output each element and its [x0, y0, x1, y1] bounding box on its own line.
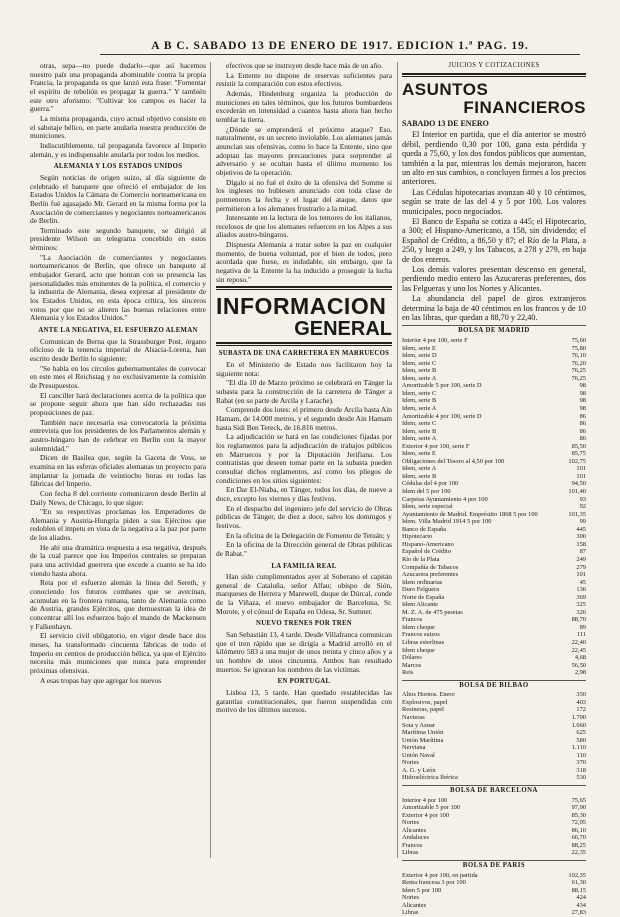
quote-value: 72,05	[571, 819, 586, 827]
quote-value: 87	[579, 548, 586, 556]
quote-name: Marítima Unión	[402, 729, 444, 737]
quote-value: 98	[579, 397, 586, 405]
quote-row	[402, 722, 586, 730]
quote-name: Idem, serie C	[402, 359, 437, 367]
quote-value: 88,15	[571, 886, 586, 894]
quote-name: Interior 4 por 100	[402, 796, 448, 804]
quote-value: 99	[579, 518, 586, 526]
quote-row	[402, 465, 586, 473]
quote-row	[402, 834, 586, 842]
quote-row	[402, 488, 586, 496]
quote-name: Idem cheque	[402, 646, 435, 654]
quote-row	[402, 443, 586, 451]
quote-name: Francos	[402, 841, 423, 849]
paragraph: ¿Dónde se emprenderá el próximo ataque? Eso, naturalmente, es un secreto inviolable. Los alemanes jamás anuncian sus ofensivas, como lo hace la Entente, sino que adoptan las mayores precauciones para sorprender al adversario y se ocultan hasta el último momento los objetivos de la operación.	[216, 124, 392, 177]
quote-name: Exterior 4 por 100, serie F	[402, 442, 470, 450]
quote-row	[402, 526, 586, 534]
quote-value: 1.110	[571, 744, 586, 752]
quote-row	[402, 480, 586, 488]
quote-row	[402, 616, 586, 624]
column-1	[30, 62, 206, 858]
quote-name: Idem 5 por 100	[402, 886, 442, 894]
quote-row	[402, 579, 586, 587]
quote-row	[402, 586, 586, 594]
quote-value: 86,10	[571, 826, 586, 834]
quote-value: 424	[576, 894, 586, 902]
quote-row	[402, 639, 586, 647]
paragraph: Dicen de Basilea que, según la Gaceta de Voss, se examina en las esferas oficiales alemanas un proyecto para implantar la jornada de veintiocho horas en todas las fábricas del Imperio.	[30, 453, 206, 489]
paragraph: San Sebastián 13, 4 tarde. Desde Villafranca comunican que el tren rápido que se dirigía a Madrid arrolló en el kilómetro 583 a una mujer de unos treinta y cinco años y a un hombre de unos cincuenta. Ambos han resultado muertos. Se ignoran los nombres de las víctimas.	[216, 630, 392, 674]
paragraph: "Se habla en los círculos gubernamentales de convocar en este mes el Reichstag y no exclusivamente la comisión de Presupuestos.	[30, 363, 206, 390]
quote-value: 101	[576, 472, 586, 480]
quote-name: Idem, serie E	[402, 344, 436, 352]
headline-informacion: INFORMACION	[216, 293, 387, 320]
quote-name: Carpetas Ayuntamiento 4 por 100	[402, 495, 488, 503]
quote-value: 101,40	[568, 488, 586, 496]
quote-name: Obligaciones del Tesoro al 4,50 por 100	[402, 457, 505, 465]
quote-value: 370	[576, 759, 586, 767]
quote-row	[402, 496, 586, 504]
quote-row	[402, 601, 586, 609]
quote-name: Exterior 4 por 100, en partida	[402, 871, 478, 879]
quote-value: 85,30	[571, 811, 586, 819]
section-heading: SUBASTA DE UNA CARRETERA EN MARRUECOS	[218, 350, 390, 358]
quote-name: Renta francesa 3 por 100	[402, 879, 466, 887]
quote-name: Interior 4 por 100, serie F	[402, 337, 468, 345]
quote-value: 434	[576, 901, 586, 909]
paragraph: El servicio civil obligatorio, en vigor desde hace dos meses, ha transformado cincuenta fábricas de todo el Imperio en centros de producción bélica, ya que el Ejército necesita más municiones que nunca para emprender próximas ofensivas.	[30, 631, 206, 675]
quote-value: 580	[576, 736, 586, 744]
quote-name: Resineras, papel	[402, 706, 444, 714]
paragraph: Terminado este segundo banquete, se dirigió al presidente Wilson un telegrama concebido en estos términos:	[30, 225, 206, 253]
quote-name: Libras	[402, 909, 419, 917]
quote-row	[402, 548, 586, 556]
quote-name: A. G. y León	[402, 766, 436, 774]
quote-name: Reis	[402, 669, 414, 677]
column-divider	[397, 62, 398, 858]
quote-row	[402, 435, 586, 443]
quote-name: Amortizable 5 por 100, serie D	[402, 382, 482, 390]
paragraph: El Banco de España se cotiza a 445; el Hipotecario, a 300; el Hispano-Americano, a 158, sin dividendo; el Español de Crédito, a 86,50 y 87; el Río de la Plata, a 250, y luego a 249, y los Tabacos, a 278 y 279, en baja de dos enteros.	[402, 216, 586, 264]
quote-row	[402, 887, 586, 895]
paragraph: Interesante en la lectura de los temores de los italianos, recelosos de que los alemanes refuercen en los Alpes a sus aliados austro-húngaros.	[216, 213, 392, 240]
quote-row	[402, 752, 586, 760]
quote-name: Dólares	[402, 654, 422, 662]
paragraph: El Interior en partida, que el día anterior se mostró débil, perdiendo 0,30 por 100, gana esta pérdida y queda a 75,60, y los dos fondos públicos que aumentan, también a la par, mientras los demás mejoraron, hacen un alto en sus cambios, o concluyen firmes a los precios anteriores.	[402, 130, 586, 187]
quote-row	[402, 503, 586, 511]
quote-name: Español de Crédito	[402, 548, 451, 556]
quote-row	[402, 737, 586, 745]
quote-row	[402, 902, 586, 910]
quote-value: 89	[579, 623, 586, 631]
quote-value: 88,25	[571, 841, 586, 849]
quote-name: Altos Hornos. Enero	[402, 691, 455, 699]
quote-name: Idem, serie especial	[402, 503, 453, 511]
quote-row	[402, 744, 586, 752]
quote-name: Alicantes	[402, 826, 427, 834]
paragraph: "El día 10 de Marzo próximo se celebrará en Tánger la subasta para la construcción de la carretera de Tánger a Rabat (en su parte de Arcila y Larache).	[216, 378, 392, 405]
quote-row	[402, 428, 586, 436]
quote-value: 75,65	[571, 796, 586, 804]
quote-value: 76,10	[571, 352, 586, 360]
quote-name: Idem, serie A	[402, 374, 437, 382]
quote-row	[402, 367, 586, 375]
paragraph: efectivos que se instruyen desde hace más de un año.	[226, 61, 383, 70]
quote-row	[402, 533, 586, 541]
paragraph: En el Ministerio de Estado nos facilitaron hoy la siguiente nota:	[216, 360, 392, 378]
quote-name: Unión Naval	[402, 751, 435, 759]
quote-name: Idem, serie B	[402, 397, 437, 405]
quote-value: 101	[576, 571, 586, 579]
quote-name: Banco de España	[402, 525, 447, 533]
paragraph: También nace necesaria esa convocatoria la próxima entrevista que los presidentes de los Parlamentos alemán y austro-húngaro han de celebrar en Berlín con la mayor solemnidad."	[30, 417, 206, 453]
quote-value: 111	[576, 631, 586, 639]
quote-name: Nerviana	[402, 744, 426, 752]
quote-row	[402, 647, 586, 655]
quote-value: 76,20	[571, 359, 586, 367]
quote-name: Idem, serie E	[402, 450, 436, 458]
quote-value: 92	[579, 503, 586, 511]
quote-name: Explosivos, papel	[402, 698, 448, 706]
quote-value: 86	[579, 420, 586, 428]
quote-name: Hispano-Americano	[402, 540, 454, 548]
paragraph: A esas tropas hay que agregar los nuevos	[40, 675, 162, 685]
section-heading: ANTE LA NEGATIVA, EL ESFUERZO ALEMAN	[38, 327, 198, 335]
quote-name: Hipotecario	[402, 533, 433, 541]
quote-value: 102,35	[568, 871, 586, 879]
quote-row	[402, 812, 586, 820]
quote-row	[402, 729, 586, 737]
quote-value: 101	[576, 465, 586, 473]
quote-value: 75,80	[571, 344, 586, 352]
quote-value: 318	[576, 766, 586, 774]
paragraph: Los demás valores presentan descenso en general, perdiendo medio entero las Azucareras preferentes, dos las Felgueras y uno los Nortes y Alicantes.	[402, 265, 586, 293]
page-header: A B C. SABADO 13 DE ENERO DE 1917. EDICION 1.ª PAG. 19.	[100, 40, 580, 55]
quote-value: 27,83	[571, 909, 586, 917]
quote-name: Navieras	[402, 714, 425, 721]
quote-row	[402, 759, 586, 767]
quote-name: Marcos	[402, 661, 422, 669]
paragraph: En la oficina de la Dirección general de Obras públicas de Rabat."	[216, 540, 392, 558]
quote-value: 172	[576, 706, 586, 714]
quote-row	[402, 879, 586, 887]
quote-row	[402, 397, 586, 405]
quote-value: 76,25	[571, 367, 586, 375]
headline-1: ASUNTOS	[402, 79, 489, 99]
paragraph: Han sido cumplimentados ayer al Soberano el capitán general de Cataluña, señor Alfau; obispo de Sión, marqueses de Herrera y Marewell, duque de Dúrcal, conde de la Viñaza, el nuevo embajador de Barcelona, Sr. Morote, y el cónsul de España en Odesa, Sr. Sumner.	[216, 572, 392, 616]
quote-row	[402, 345, 586, 353]
paragraph: "La Asociación de comerciantes y negociantes norteamericanos de Berlín, que ofrece un banquete al embajador Gerard, acto que honran con su presencia las personalidades más eminentes de la política, el comercio y la industria de Alemania, desea expresar al presidente de los Estados Unidos, en esta época crítica, los sinceros votos por que no se alteren las buenas relaciones entre Alemania y los Estados Unidos."	[30, 252, 206, 323]
quote-row	[402, 571, 586, 579]
paragraph: Comprende dos lotes: el primero desde Arcila hasta Ain Hamam, de 14.000 metros, y el segundo desde Ain Hamam hasta Sidi Ben Tereck, de 16.816 metros.	[216, 405, 392, 432]
quote-name: Idem, serie A	[402, 435, 437, 443]
quote-value: 136	[576, 586, 586, 594]
paragraph: He ahí una dramática respuesta a esa negativa, después de la cual parece que los Imperios centrales se preparan para una actividad guerrera que excede a cuanto se ha ido viendo hasta ahora.	[30, 542, 206, 578]
paragraph: En el despacho del ingeniero jefe del servicio de Obras públicas de Tánger, de diez a doce, salvo los domingos y festivos.	[216, 503, 392, 530]
quote-name: Cédulas del 4 por 100	[402, 480, 459, 488]
quote-row	[402, 872, 586, 880]
quote-row	[402, 450, 586, 458]
bolsa-madrid	[402, 325, 586, 676]
quote-name: Idem, serie D	[402, 352, 437, 360]
quote-row	[402, 654, 586, 662]
divider	[216, 286, 392, 290]
quote-row	[402, 909, 586, 917]
quote-row	[402, 714, 586, 722]
paragraph: Indiscutiblemente, tal propaganda favorece al Imperio alemán, y es indispensable anularla por todos los medios.	[30, 140, 206, 159]
quote-name: Nortes	[402, 819, 420, 827]
bolsa-title: BOLSA DE BARCELONA	[402, 785, 586, 796]
quote-name: Unión Marítima	[402, 736, 444, 744]
paragraph: La misma propaganda, cuyo actual objetivo consiste en el sabotaje bélico, en parte anularía nuestra producción de municiones.	[30, 113, 206, 141]
paragraph: Lisboa 13, 5 tarde. Han quedado restablecidas las garantías constitucionales, que fueron suspendidas con motivo de los últimos sucesos.	[216, 688, 392, 715]
quote-value: 300	[576, 533, 586, 541]
quote-value: 22,40	[571, 638, 586, 646]
quote-row	[402, 375, 586, 383]
quote-value: 530	[576, 774, 586, 782]
quote-name: Libras esterlinas	[402, 638, 445, 646]
quote-name: Norte de España	[402, 593, 445, 601]
quote-name: Río de la Plata	[402, 555, 440, 563]
headline-2: FINANCIEROS	[463, 97, 586, 117]
column-2	[216, 62, 392, 858]
quote-row	[402, 564, 586, 572]
bolsa-barcelona	[402, 785, 586, 857]
quote-value: 2,98	[574, 669, 586, 677]
quote-value: 22,35	[571, 849, 586, 857]
quote-value: 445	[576, 525, 586, 533]
quote-row	[402, 894, 586, 902]
section-heading: EN PORTUGAL	[277, 678, 331, 686]
quote-row	[402, 819, 586, 827]
bolsa-bilbao	[402, 680, 586, 782]
paragraph: Dispuesta Alemania a tratar sobre la paz en cualquier momento, de buena voluntad, por el bien de todos, pero acordada que fuese, es indudable, sin embargo, que la negativa de la Entente la ha inducido a proseguir la lucha sin reposo."	[216, 240, 392, 284]
quote-value: 66,70	[571, 834, 586, 842]
quote-value: 86	[579, 412, 586, 420]
quote-row	[402, 774, 586, 782]
quote-row	[402, 360, 586, 368]
paragraph: La abundancia del papel de giros extranjeros determina la baja de 40 céntimos en los francos y de 10 en las libras, que quedan a 88,70 y 22,40.	[402, 294, 586, 323]
bolsa-title: BOLSA DE PARIS	[402, 860, 586, 871]
quote-name: Idem ordinarias	[402, 578, 443, 586]
quote-value: 98	[579, 389, 586, 397]
quote-value: 85,50	[571, 442, 586, 450]
paragraph: Con fecha 8 del corriente comunicaron desde Berlín al Daily News, de Chicago, lo que sigue:	[30, 488, 206, 507]
quote-name: Alicantes	[402, 901, 427, 909]
quote-row	[402, 458, 586, 466]
quote-name: Hidroeléctrica Ibérica	[402, 774, 458, 782]
quote-name: Amortizable 5 por 100	[402, 804, 461, 812]
quote-row	[402, 849, 586, 857]
paragraph: Según noticias de origen suizo, al día siguiente de celebrado el banquete que ofreció el embajador de los Estados Unidos la Cámara de Comercio norteamericana en Berlín fué agasajado Mr. Gerard en la misma forma por la Asociación de comerciantes y negociantes norteamericanos de Berlín.	[30, 172, 206, 226]
quote-name: Compañía de Tabacos	[402, 563, 459, 571]
quote-name: Francos	[402, 616, 423, 624]
headline-general: GENERAL	[294, 318, 392, 341]
quote-name: Amortizable 4 por 100, serie D	[402, 412, 482, 420]
quote-name: Idem, serie B	[402, 427, 437, 435]
quote-value: 102,75	[568, 457, 586, 465]
quote-name: Idem cheque	[402, 623, 435, 631]
column-divider	[210, 62, 211, 858]
quote-row	[402, 337, 586, 345]
bolsa-title: BOLSA DE BILBAO	[402, 680, 586, 691]
quote-row	[402, 699, 586, 707]
quote-value: 45	[579, 578, 586, 586]
quote-value: 350	[576, 691, 586, 699]
quote-name: Ayuntamiento de Madrid. Empréstito 1868 5 por 100	[402, 510, 538, 518]
quote-value: 94,50	[571, 480, 586, 488]
quote-value: 110	[576, 751, 586, 759]
paragraph: otras, sepa—no puede dudarlo—que así hacemos nuestro país una propaganda abominable contra la propia Francia, la propaganda es que lanzó esta frase: "Fomentar el espíritu de rebelión es propagar la guerra." Y también este otro aforismo: "Cultivar los campos es hacer la guerra."	[30, 61, 206, 114]
quote-row	[402, 624, 586, 632]
quote-value: 4,68	[574, 654, 586, 662]
quote-name: Idem del 5 por 100	[402, 488, 451, 496]
quote-row	[402, 767, 586, 775]
paragraph: Reta por el esfuerzo alemán la línea del Sereth, y conociendo los futuros combates que se avecinan, acumulan en la frontera rumana, tanto de Alemania como de Austria, grandes Ejércitos, que demuestran la idea de concentrar allí los esfuerzos bajo el mando de Mackensen y Falkenhayn.	[30, 578, 206, 631]
quote-row	[402, 390, 586, 398]
quote-row	[402, 691, 586, 699]
paragraph: "En su respectivas proclamas los Emperadores de Alemania y Austria-Hungría piden a sus Ejércitos que redoblen el ímpetu en vista de la negativa a la paz por parte de los aliados.	[30, 507, 206, 543]
quote-name: Idem. Villa Madrid 1914 5 por 100	[402, 518, 492, 526]
quote-value: 625	[576, 729, 586, 737]
quote-value: 1.700	[571, 714, 586, 721]
quote-name: Idem Alicante	[402, 601, 439, 609]
quote-row	[402, 511, 586, 519]
quote-name: Nortes	[402, 759, 420, 767]
quote-name: Libras	[402, 849, 419, 857]
quote-name: Francos suizos	[402, 631, 440, 639]
quote-value: 76,25	[571, 374, 586, 382]
quote-value: 86	[579, 435, 586, 443]
quote-row	[402, 669, 586, 677]
quote-row	[402, 420, 586, 428]
quote-row	[402, 804, 586, 812]
quote-value: 97,90	[571, 804, 586, 812]
quote-row	[402, 405, 586, 413]
quote-name: Idem, serie C	[402, 389, 437, 397]
paragraph: El canciller hará declaraciones acerca de la política que se propone seguir ahora que han sido rechazadas sus proposiciones de paz.	[30, 390, 206, 417]
quote-row	[402, 662, 586, 670]
quote-row	[402, 413, 586, 421]
quote-name: Idem, serie B	[402, 472, 437, 480]
quote-value: 279	[576, 563, 586, 571]
quote-value: 86	[579, 427, 586, 435]
quote-row	[402, 352, 586, 360]
quote-name: Idem, serie C	[402, 420, 437, 428]
quote-row	[402, 594, 586, 602]
quote-value: 98	[579, 405, 586, 413]
divider	[216, 342, 392, 346]
section-heading: LA FAMILIA REAL	[271, 562, 337, 570]
section-heading: ALEMANIA Y LOS ESTADOS UNIDOS	[53, 163, 183, 171]
quote-row	[402, 518, 586, 526]
quote-value: 88,70	[571, 616, 586, 624]
quote-row	[402, 706, 586, 714]
date-line: SABADO 13 DE ENERO	[402, 118, 489, 128]
quote-value: 75,60	[571, 337, 586, 345]
column-3-finance	[402, 62, 586, 917]
quote-value: 98	[579, 382, 586, 390]
quote-value: 1.660	[571, 721, 586, 729]
quote-name: Idem, serie A	[402, 465, 437, 473]
quote-name: Nortes	[402, 894, 420, 902]
section-heading: NUEVO TRENES POR TREN	[256, 620, 352, 628]
paragraph: Las Cédulas hipotecarias avanzan 40 y 10 céntimos, según se trate de las del 4 y 5 por 100. Los valores municipales, poco negociados.	[402, 187, 586, 216]
quote-row	[402, 797, 586, 805]
quote-row	[402, 842, 586, 850]
quote-value: 403	[576, 698, 586, 706]
quote-value: 158	[576, 540, 586, 548]
quote-value: 61,30	[571, 879, 586, 887]
quote-value: 369	[576, 593, 586, 601]
paragraph: En la oficina de la Delegación de Fomento de Tetuán; y	[226, 530, 391, 540]
quote-value: 101,35	[568, 510, 586, 518]
divider	[402, 73, 586, 77]
quote-name: Exterior 4 por 100	[402, 811, 450, 819]
bolsa-paris	[402, 860, 586, 917]
quote-name: Idem, serie A	[402, 405, 437, 413]
paragraph: Dígalo si no fué el éxito de la ofensiva del Somme si los ingleses no hubiesen anunciado con toda clase de pormenores la fecha y el lugar del ataque, datos que permitieron a los alemanes frustrarlo a la mitad.	[216, 177, 392, 213]
quote-value: 22,45	[571, 646, 586, 654]
section-label: JUICIOS Y COTIZACIONES	[448, 62, 540, 69]
quote-value: 85,75	[571, 450, 586, 458]
quote-name: Sota y Aznar	[402, 721, 436, 729]
paragraph: La adjudicación se hará en las condiciones fijadas por los reglamentos para la adjudicación de trabajos públicos en Marruecos y por la Diputación Jerifiana. Los contratistas que deseen tomar parte en la subasta pueden consultar dichos reglamentos, así como los pliegos de condiciones en los sitios siguientes:	[216, 432, 392, 485]
quote-row	[402, 473, 586, 481]
quote-value: 326	[576, 608, 586, 616]
paragraph: Además, Hindenburg organiza la producción de municiones en tales términos, que los futuros bombardeos excederán en intensidad a cuantos hasta ahora han hecho temblar la tierra.	[216, 88, 392, 124]
quote-name: Duro Felguera	[402, 586, 440, 594]
quote-row	[402, 827, 586, 835]
quote-value: 93	[579, 495, 586, 503]
paragraph: En Dar El-Niaba, en Tánger, todos los días, de nueve a doce, excepto los viernes y días festivos.	[216, 485, 392, 503]
quote-row	[402, 382, 586, 390]
bolsa-title: BOLSA DE MADRID	[402, 325, 586, 336]
quote-row	[402, 609, 586, 617]
quote-name: M. Z. A. de 475 pesetas	[402, 608, 463, 616]
quote-name: Azucarera preferentes	[402, 571, 459, 579]
quote-row	[402, 541, 586, 549]
quote-name: Andaluces	[402, 834, 429, 842]
quote-value: 325	[576, 601, 586, 609]
paragraph: La Entente no dispone de reservas suficientes para resistir la comparación con estos efectivos.	[216, 70, 392, 89]
quote-row	[402, 556, 586, 564]
quote-value: 56,50	[571, 661, 586, 669]
quote-name: Idem, serie B	[402, 367, 437, 375]
quote-row	[402, 631, 586, 639]
paragraph: Comunican de Berna que la Strassburger Post, órgano oficioso de la tenencia imperial de Alsacia-Lorena, han escrito desde Berlín lo siguiente:	[30, 336, 206, 363]
quote-value: 249	[576, 555, 586, 563]
